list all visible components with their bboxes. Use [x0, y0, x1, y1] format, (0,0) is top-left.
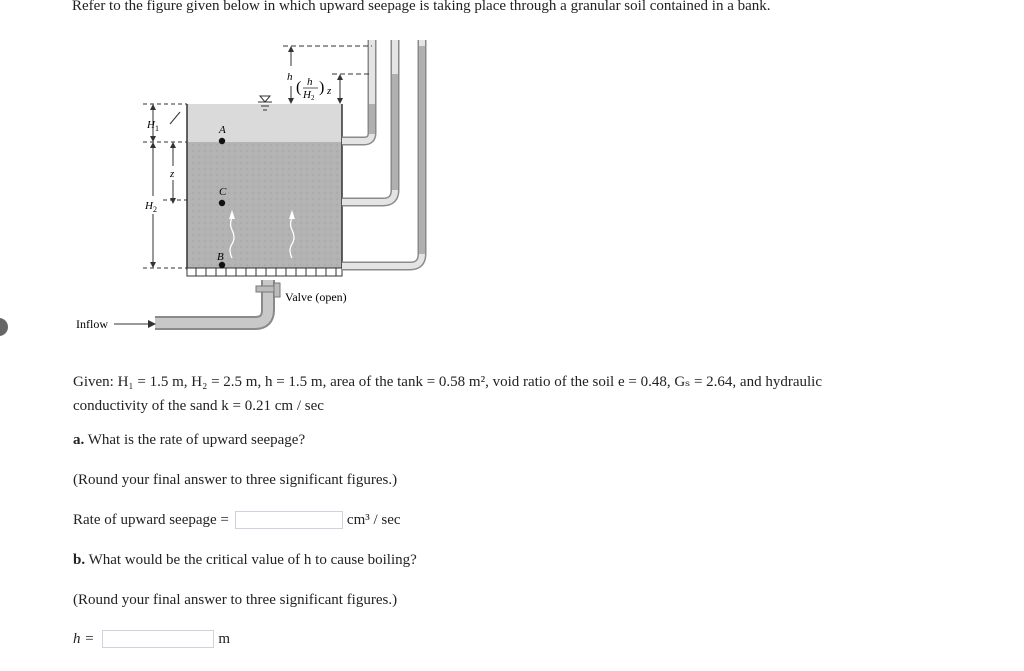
label-valve: Valve (open): [285, 290, 347, 304]
question-b-text: What would be the critical value of h to cause boiling?: [85, 552, 417, 568]
label-inflow: Inflow: [76, 317, 108, 331]
question-b-number: b.: [73, 552, 86, 568]
question-a-round-note: (Round your final answer to three significant figures.): [73, 472, 398, 488]
answer-row-a: [73, 511, 401, 529]
given-line-1: Given: H₁ = 1.5 m, H₂ = 2.5 m, h = 1.5 m, area of the tank = 0.58 m², void ratio of the soil e = 0.48, Gₛ = 2.64, and hydraulic: [73, 374, 822, 390]
label-h2: H: [145, 200, 153, 212]
label-h2-den-sub: 2: [311, 94, 315, 102]
given-line-2: conductivity of the sand k = 0.21 cm / sec: [73, 398, 324, 414]
answer-b-label: h =: [73, 630, 95, 647]
answer-b-unit: m: [218, 630, 231, 647]
intro-text: Refer to the figure given below in which upward seepage is taking place through a granular soil contained in a bank.: [72, 0, 771, 14]
label-h1-sub: 1: [155, 124, 159, 133]
label-b: B: [217, 251, 224, 263]
label-a: A: [219, 124, 226, 136]
label-c: C: [219, 186, 227, 198]
svg-text:): ): [319, 79, 325, 96]
label-h: h: [287, 71, 293, 83]
question-a: [73, 432, 305, 449]
label-h-over: h: [307, 76, 313, 88]
label-h1: H: [147, 119, 155, 131]
label-h2-sub: 2: [153, 205, 157, 214]
piezometers: [342, 40, 422, 266]
svg-text:(: (: [296, 79, 302, 96]
given-text: [73, 370, 973, 418]
seepage-rate-input[interactable]: [235, 511, 343, 529]
question-a-number: a.: [73, 432, 85, 448]
question-b: [73, 552, 417, 569]
label-h2-den: H: [303, 89, 311, 101]
critical-h-input[interactable]: [102, 630, 214, 648]
point-c: [219, 200, 225, 206]
answer-row-b: [73, 630, 230, 648]
question-a-text: What is the rate of upward seepage?: [84, 432, 306, 448]
soil-layer: [187, 142, 342, 268]
answer-a-unit: cm³ / sec: [346, 511, 401, 528]
answer-a-label: Rate of upward seepage =: [73, 511, 229, 528]
point-a: [219, 138, 225, 144]
tank-screen: [187, 268, 342, 276]
question-b-round-note: (Round your final answer to three significant figures.): [73, 592, 398, 608]
label-z: z: [170, 168, 175, 180]
svg-text:z: z: [327, 85, 332, 97]
inflow-pipe: [155, 280, 280, 323]
